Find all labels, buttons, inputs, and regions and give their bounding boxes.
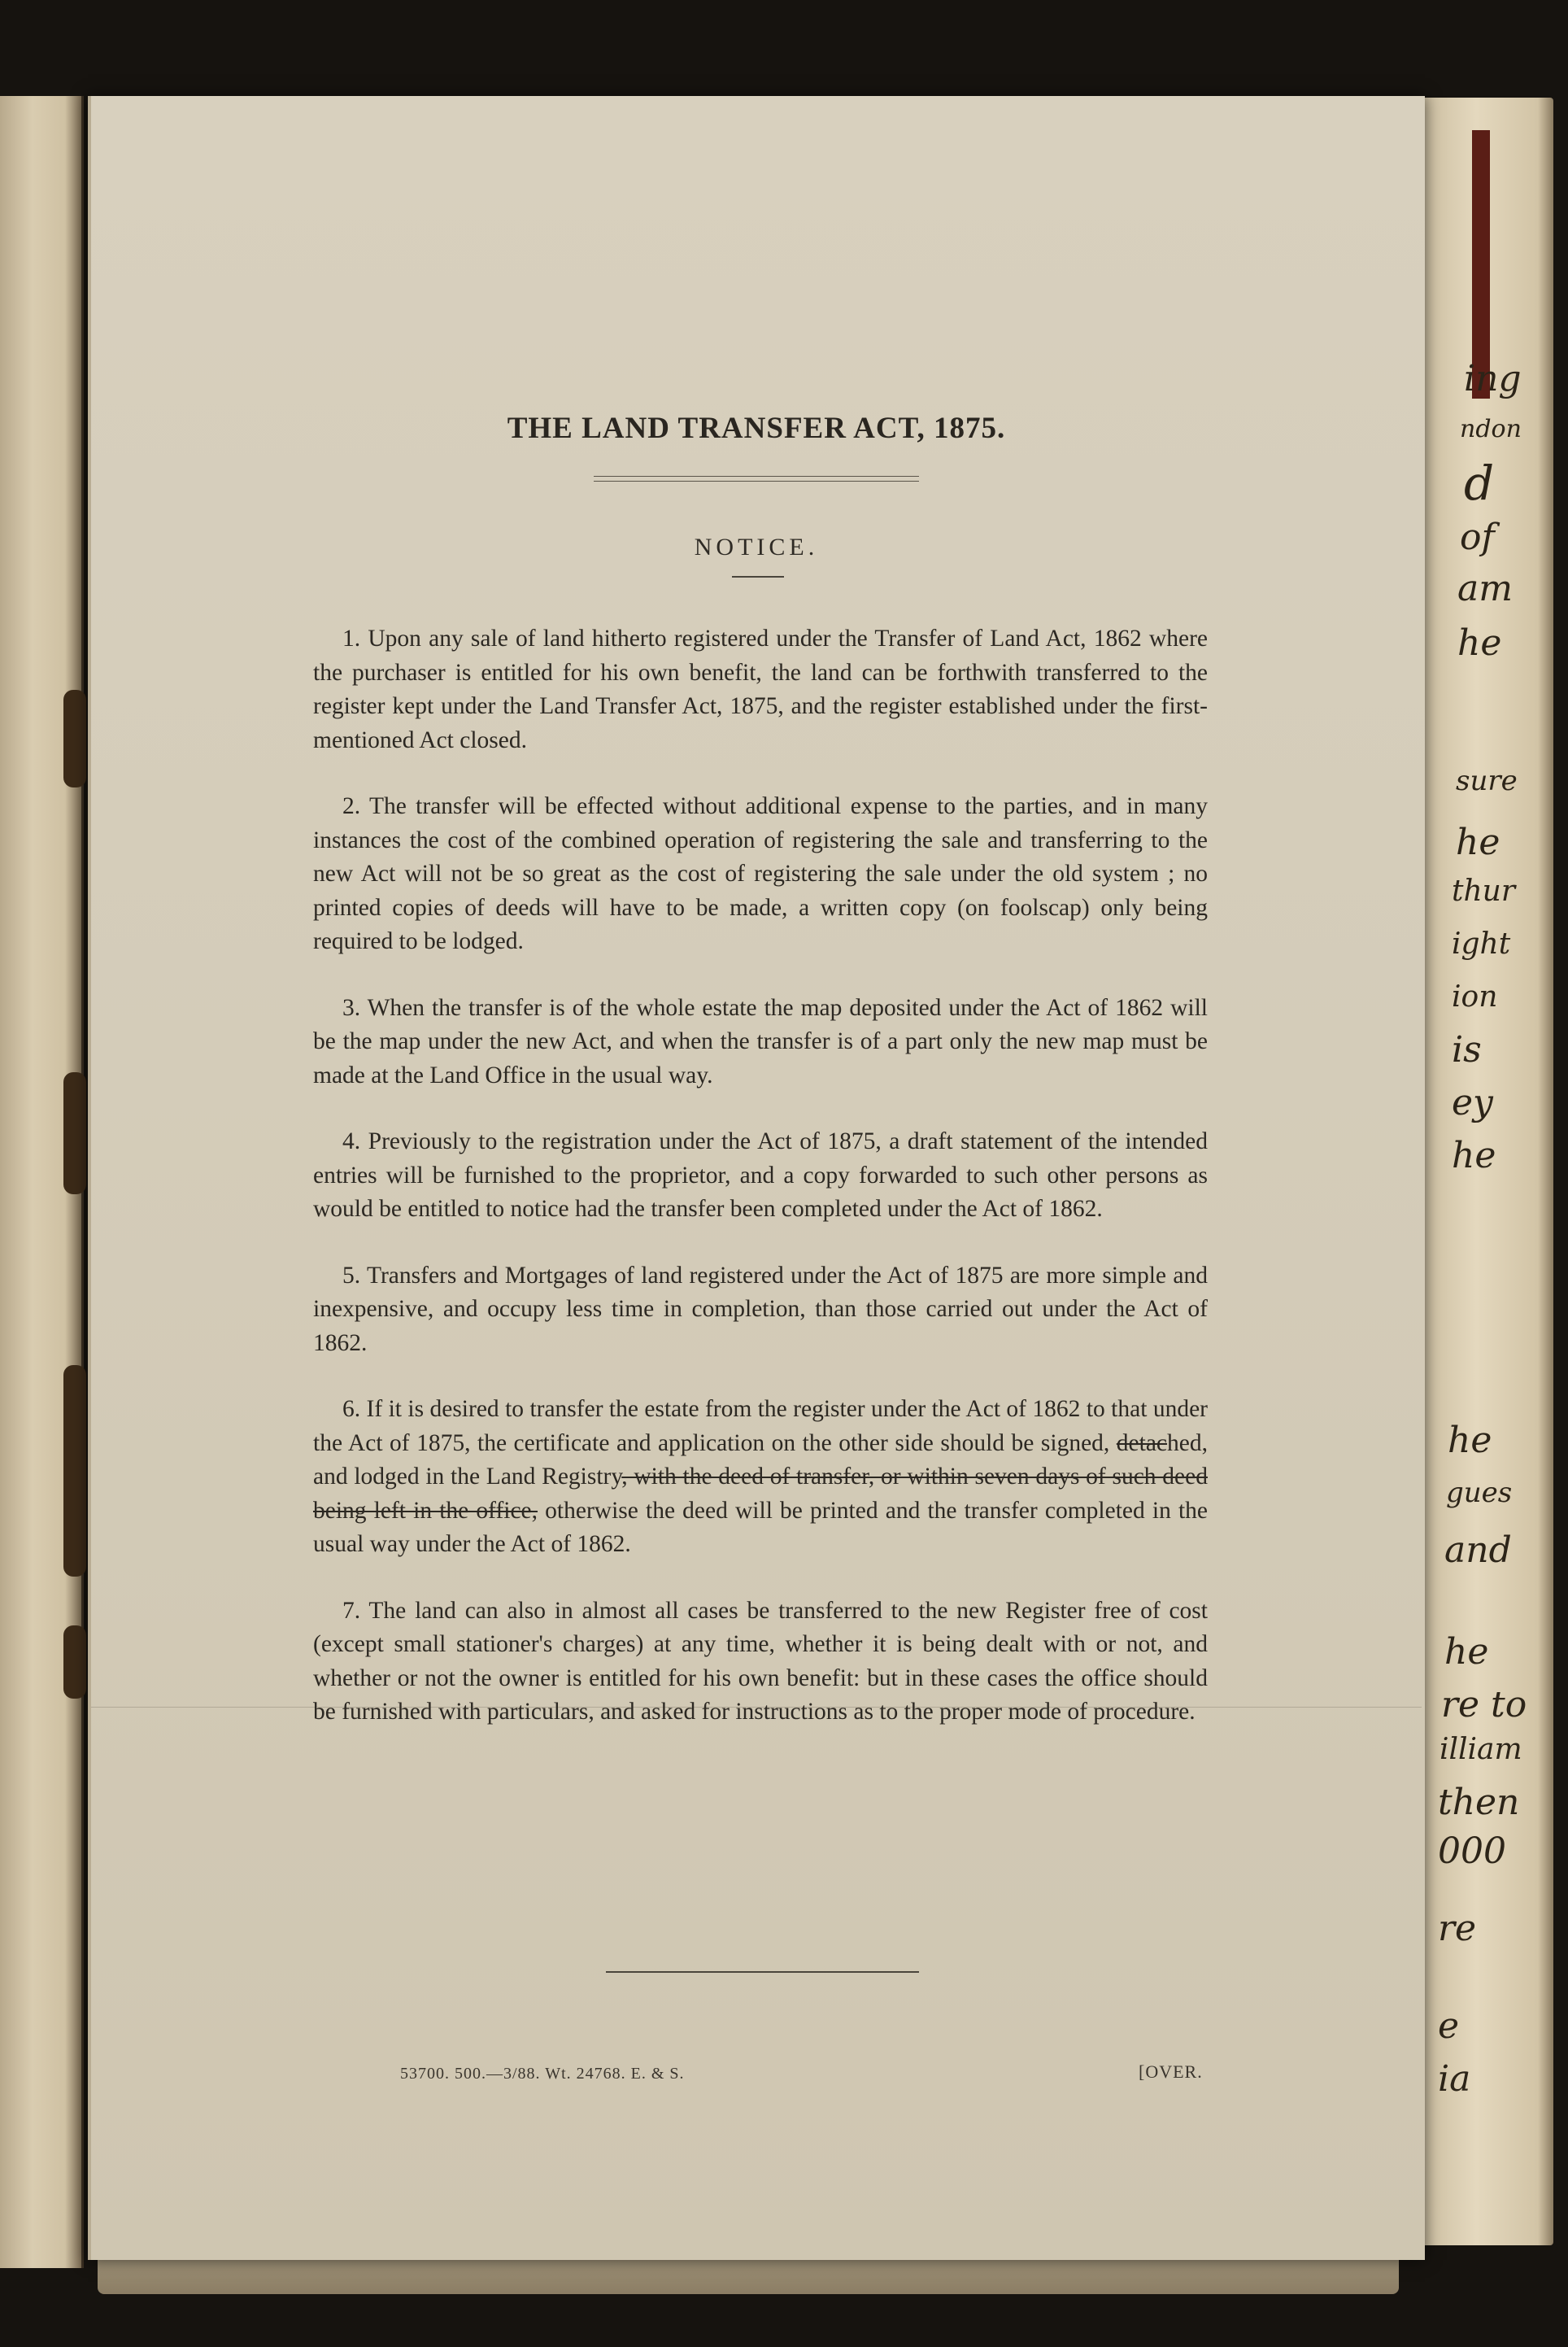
handwriting-fragment: is <box>1452 1029 1482 1071</box>
handwriting-fragment: e <box>1438 2005 1460 2047</box>
handwriting-fragment: he <box>1457 622 1502 664</box>
struck-text: , with the deed of transfer, or within seven days of such deed being left in the office, <box>313 1464 1208 1524</box>
handwriting-fragment: ey <box>1452 1082 1493 1123</box>
stain <box>63 1072 86 1194</box>
notice-body <box>313 622 1208 1762</box>
handwriting-fragment: sure <box>1456 765 1518 797</box>
handwriting-fragment: he <box>1452 1135 1496 1176</box>
paragraph-6-text: otherwise the deed will be printed and the transfer completed in the usual way under the Act of 1862. <box>313 1497 1208 1557</box>
handwriting-fragment: and <box>1444 1529 1512 1571</box>
over-marker: [OVER. <box>1139 2061 1203 2082</box>
paragraph-3: 3. When the transfer is of the whole estate the map deposited under the Act of 1862 will be the map under the new Act, and when the transfer is of a part only the new map must be made at the Land Office in the usual way. <box>313 994 1208 1088</box>
paragraph-6-text: 6. If it is desired to transfer the estate from the register under the Act of 1862 to that under the Act of 1875, the certificate and application on the other side should be signed, <box>313 1396 1208 1456</box>
stain <box>63 1625 86 1699</box>
handwriting-fragment: ing <box>1464 358 1522 399</box>
handwriting-fragment: d <box>1464 456 1495 511</box>
paragraph-4: 4. Previously to the registration under the Act of 1875, a draft statement of the intended entries will be furnished to the proprietor, and a copy forwarded to such other persons as would be entitled to notice had the transfer been completed under the Act of 1862. <box>313 1128 1208 1222</box>
struck-text: detac <box>1116 1429 1168 1456</box>
handwriting-fragment: re <box>1438 1908 1477 1949</box>
handwriting-fragment: am <box>1457 568 1513 609</box>
handwriting-fragment: he <box>1456 822 1500 863</box>
handwriting-fragment: gues <box>1446 1477 1513 1509</box>
handwriting-fragment: illiam <box>1440 1733 1522 1766</box>
handwriting-fragment: 000 <box>1438 1830 1506 1872</box>
title-rule <box>594 476 919 482</box>
closing-rule <box>606 1971 919 1973</box>
handwriting-fragment: thur <box>1452 875 1516 908</box>
handwriting-fragment: ight <box>1452 927 1511 961</box>
paragraph-7: 7. The land can also in almost all cases be transferred to the new Register free of cost (except small stationer's charges) at any time, whether it is being dealt with or not, and whether or not the owner is entitled for his own benefit: but in these cases the office should be furnished with particulars, and asked for instructions as to the proper mode of procedure. <box>313 1597 1208 1725</box>
handwriting-fragment: of <box>1460 517 1495 558</box>
handwriting-fragment: ndon <box>1460 415 1522 443</box>
paragraph-2: 2. The transfer will be effected without additional expense to the parties, and in many instances the cost of the combined operation of registering the sale and transferring to the new Act will not be so great as the cost of registering the sale under the old system ; no printed copies of deeds will have to be made, a written copy (on foolscap) only being required to be lodged. <box>313 793 1208 954</box>
handwriting-fragment: then <box>1438 1782 1520 1823</box>
handwriting-fragment: ion <box>1452 980 1498 1014</box>
document-title: THE LAND TRANSFER ACT, 1875. <box>507 412 1006 445</box>
handwriting-fragment: he <box>1448 1420 1492 1461</box>
handwriting-fragment: ia <box>1438 2058 1471 2100</box>
heading-rule <box>732 576 784 578</box>
paragraph-6-text: hed, and lodged in the Land Registry <box>313 1429 1208 1490</box>
handwriting-fragment: re to <box>1441 1684 1527 1725</box>
stain <box>63 690 86 787</box>
paragraph-5: 5. Transfers and Mortgages of land registered under the Act of 1875 are more simple and inexpensive, and occupy less time in completion, than those carried out under the Act of 1862. <box>313 1262 1208 1356</box>
stain <box>63 1365 86 1577</box>
paragraph-1: 1. Upon any sale of land hitherto registered under the Transfer of Land Act, 1862 where the purchaser is entitled for his own benefit, the land can be forthwith transferred to the register kept under the Land Transfer Act, 1875, and the register established under the first-mentioned Act closed. <box>313 626 1208 753</box>
print-code: 53700. 500.—3/88. Wt. 24768. E. & S. <box>400 2065 685 2083</box>
notice-heading: NOTICE. <box>694 534 819 561</box>
paragraph-6 <box>313 1393 1208 1562</box>
handwriting-fragment: he <box>1444 1631 1489 1673</box>
